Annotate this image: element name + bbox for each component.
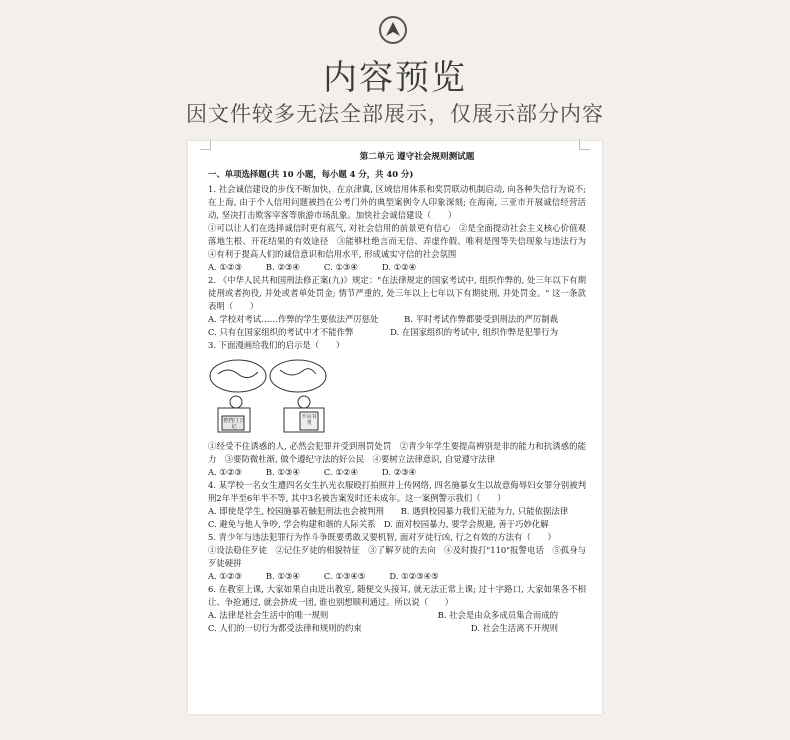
comic-illustration — [208, 356, 586, 434]
question-2-options-cd — [208, 326, 586, 339]
question-2-stem: 2. 《中华人民共和国刑法修正案(九)》规定："在法律规定的国家考试中, 组织作弊的, 处三年以下有期徒刑或者拘役, 并处或者单处罚金; 情节严重的, 处三年以上七年以下有期徒刑, 并处罚金。" 这一条款表明（ ） — [208, 275, 586, 311]
option-d: D. ①②③④⑤ — [389, 571, 439, 581]
question-5-options — [208, 570, 586, 583]
option-a: A. 学校对考试……作弊的学生要依法严厉惩处 — [208, 314, 379, 324]
question-3-options — [208, 466, 586, 479]
option-c: C. 只有在国家组织的考试中才不能作弊 — [208, 327, 354, 337]
option-c: C. 人们的一切行为都受法律和规则的约束 — [208, 623, 362, 633]
corner-mark — [200, 139, 211, 150]
corner-mark — [579, 139, 590, 150]
question-5-stem: 5. 青少年与违法犯罪行为作斗争既要勇敢又要机智, 面对歹徒行凶, 行之有效的方法有（ ） — [208, 532, 556, 542]
preview-header — [0, 0, 790, 140]
option-d: D. ②③④ — [381, 467, 417, 477]
question-5-statements: ①设法稳住歹徒 ②记住歹徒的相貌特征 ③了解歹徒的去向 ④及时拨打"110"报警电话 ⑤孤身与歹徒硬拼 — [208, 545, 586, 568]
option-b: B. ②③④ — [265, 262, 300, 272]
option-b: B. ①③④ — [265, 571, 300, 581]
question-3-statements: ①经受不住诱惑的人, 必然会犯罪并受到刑罚处罚 ②青少年学生要提高辨别是非的能力和抗诱惑的能力 ③要防微杜渐, 做个遵纪守法的好公民 ④要树立法律意识, 自觉遵守法律 — [208, 441, 586, 464]
question-6-options-ab — [208, 609, 586, 622]
option-d: D. 在国家组织的考试中, 组织作弊是犯罪行为 — [390, 327, 558, 337]
option-b: B. ①③④ — [265, 467, 300, 477]
question-4-options-ab: A. 即使是学生, 校园施暴若触犯刑法也会被判刑 B. 遇到校园暴力我们无能为力, 只能依据法律 — [208, 506, 569, 516]
question-6-stem: 6. 在教室上课, 大家如果自由进出教室, 随便交头接耳, 就无法正常上课; 过十字路口, 大家如果各不相让、争抢通过, 就会挤成一团, 谁也别想顺利通过。所以说（ ） — [208, 584, 586, 607]
option-a: A. ①②③ — [208, 571, 242, 581]
option-c: C. ①②④ — [323, 467, 358, 477]
question-1-statements: ①可以让人们在选择诚信时更有底气, 对社会信用的前景更有信心 ②是全面提动社会主义核心价值观落地生根、开花结果的有效途径 ③能够杜绝言而无信、弄虚作假、唯利是图等失信现象与违法行为 ④有利于提高人们的诚信意识和信用水平, 形成诚实守信的社会氛围 — [208, 223, 595, 259]
section-heading: 一、单项选择题(共 10 小题，每小题 4 分，共 40 分) — [208, 169, 414, 179]
option-a: A. ①②③ — [208, 262, 242, 272]
option-a: A. ①②③ — [208, 467, 242, 477]
option-c: C. ①③④⑤ — [323, 571, 366, 581]
option-a: A. 法律是社会生活中的唯一规则 — [208, 610, 329, 620]
question-4-stem: 4. 某学校一名女生遭四名女生扒光衣服殴打拍照并上传网络, 四名施暴女生以故意侮辱妇女罪分别被判刑2年半至6年半不等, 其中3名被告案发时还未成年。这一案例警示我们（ ） — [208, 480, 586, 503]
document-title: 第二单元 遵守社会规则测试题 — [359, 152, 475, 162]
preview-subtitle: 因文件较多无法全部展示，仅展示部分内容 — [186, 102, 604, 126]
question-6-options-cd — [208, 622, 586, 635]
question-1-stem: 1. 社会诚信建设的步伐不断加快，在京津冀, 区域信用体系和奖罚联动机制启动, 向各种失信行为说不; 在上海, 由于个人信用问题被挡在公考门外的典型案例令人印象深刻; 在海南, 三亚市开展诚信经营活动, 坚决打击欺客宰客等旅游市场乱象。加快社会诚信建设（ ） — [208, 184, 586, 220]
comic-left-label: 曾挡门 日记 — [223, 418, 245, 430]
question-4-options-cd: C. 避免与他人争吵, 学会构建和谐的人际关系 D. 面对校园暴力, 要学会规避, 善于巧妙化解 — [208, 519, 549, 529]
preview-title: 内容预览 — [323, 58, 467, 98]
option-d: D. ①②④ — [381, 262, 417, 272]
question-2-options-ab — [208, 313, 586, 326]
option-d: D. 社会生活离不开规则 — [470, 623, 558, 633]
question-3-stem: 3. 下面漫画给我们的启示是（ ） — [208, 340, 345, 350]
comic-right-label: 不良书刊 — [301, 414, 317, 426]
option-b: B. 社会是由众多成员集合而成的 — [437, 610, 558, 620]
compass-logo-icon — [379, 16, 407, 44]
question-1-options — [208, 261, 586, 274]
document-page — [188, 141, 602, 714]
option-b: B. 平时考试作弊都要受到刑法的严厉制裁 — [404, 314, 558, 324]
option-c: C. ①③④ — [323, 262, 358, 272]
